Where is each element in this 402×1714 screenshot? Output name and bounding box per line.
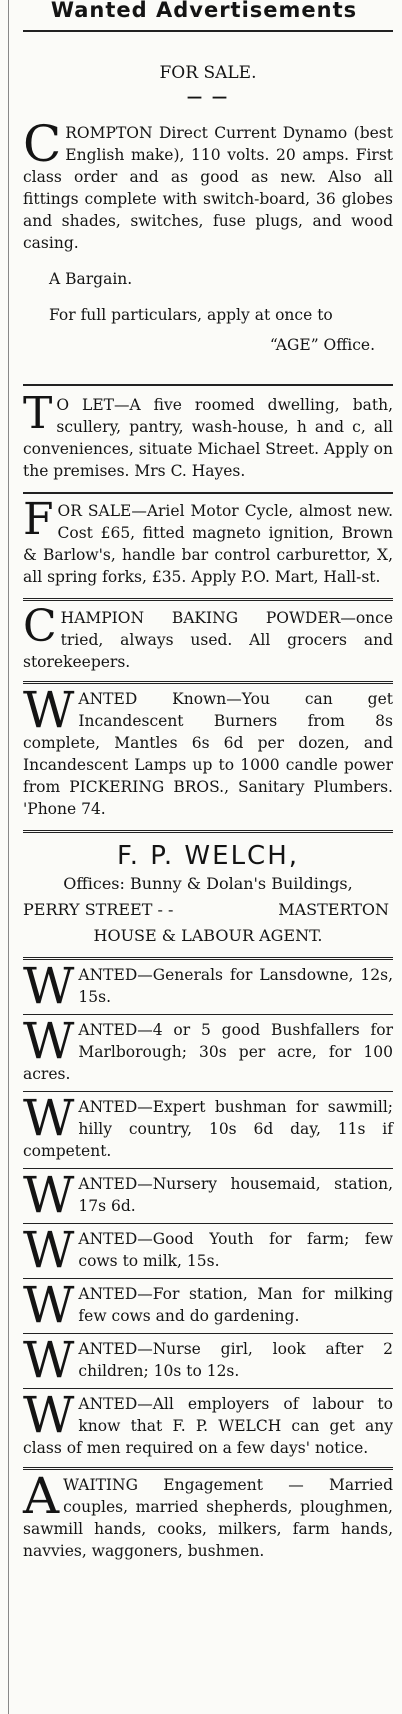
drop-cap: W bbox=[23, 1166, 75, 1224]
ad-dash: — — bbox=[186, 87, 230, 106]
drop-cap: W bbox=[23, 1386, 75, 1444]
ad-body: ANTED—Nursery housemaid, station, 17s 6d. bbox=[78, 1175, 393, 1215]
drop-cap: W bbox=[23, 1089, 75, 1147]
ad-champion bbox=[9, 601, 399, 673]
list-item bbox=[9, 1276, 399, 1334]
drop-cap: W bbox=[23, 681, 75, 739]
ad-body: ANTED—Expert bushman for sawmill; hilly country, 10s 6d day, 11s if competent. bbox=[23, 1098, 393, 1160]
ad-body: ANTED—4 or 5 good Bushfallers for Marlborough; 30s per acre, for 100 acres. bbox=[23, 1021, 393, 1083]
newspaper-column bbox=[8, 0, 399, 1714]
ad-heading: FOR SALE. bbox=[159, 63, 257, 83]
ad-line: A Bargain. bbox=[49, 270, 133, 288]
ad-body: ANTED—Good Youth for farm; few cows to milk, 15s. bbox=[78, 1230, 393, 1270]
drop-cap: W bbox=[23, 1331, 75, 1389]
list-item bbox=[9, 1012, 399, 1085]
street-right: MASTERTON bbox=[278, 900, 389, 919]
agency-offices: Offices: Bunny & Dolan's Buildings, bbox=[63, 874, 353, 893]
agency-name: F. P. WELCH, bbox=[116, 841, 300, 871]
drop-cap: T bbox=[23, 388, 53, 439]
ad-body: ANTED—Nurse girl, look after 2 children; 10s to 12s. bbox=[78, 1340, 393, 1380]
drop-cap: F bbox=[23, 494, 54, 545]
list-item bbox=[9, 957, 399, 1015]
ad-motor-cycle bbox=[9, 494, 399, 588]
drop-cap: W bbox=[23, 1012, 75, 1070]
drop-cap: A bbox=[23, 1467, 60, 1525]
ad-welch-header bbox=[9, 833, 399, 949]
ad-awaiting bbox=[9, 1467, 399, 1562]
agency-role: HOUSE & LABOUR AGENT. bbox=[93, 926, 323, 945]
ad-body: WAITING Engagement — Married couples, married shepherds, ploughmen, sawmill hands, cooks, milkers, farm hands, navvies, waggoners, bushmen. bbox=[23, 1476, 393, 1560]
drop-cap: C bbox=[23, 115, 62, 173]
ad-to-let bbox=[9, 386, 399, 482]
ad-body: ANTED Known—You can get Incandescent Burners from 8s complete, Mantles 6s 6d per dozen, and Incandescent Lamps up to 1000 candle power from PICKERING BROS., Sanitary Plumbers. 'Phone 74. bbox=[23, 690, 393, 818]
ad-crompton bbox=[9, 32, 399, 356]
list-item bbox=[9, 1089, 399, 1162]
list-item bbox=[9, 1221, 399, 1279]
drop-cap: W bbox=[23, 1221, 75, 1279]
agency-street bbox=[23, 897, 393, 923]
ad-line: For full particulars, apply at once to bbox=[49, 306, 333, 324]
drop-cap: C bbox=[23, 601, 57, 652]
ad-body: HAMPION BAKING POWDER—once tried, always used. All grocers and storekeepers. bbox=[23, 609, 393, 671]
list-item bbox=[9, 1331, 399, 1389]
street-left: PERRY STREET - - bbox=[23, 900, 174, 919]
list-item bbox=[9, 1386, 399, 1459]
list-item bbox=[9, 1166, 399, 1224]
ad-body: ANTED—For station, Man for milking few cows and do gardening. bbox=[78, 1285, 393, 1325]
ad-body: OR SALE—Ariel Motor Cycle, almost new. Cost £65, fitted magneto ignition, Brown & Barlow's, handle bar control carburettor, X, all spring forks, £35. Apply P.O. Mart, Hall-st. bbox=[23, 502, 393, 586]
drop-cap: W bbox=[23, 1276, 75, 1334]
ad-pickering bbox=[9, 681, 399, 820]
wanted-list bbox=[9, 957, 399, 1459]
section-header: Wanted Advertisements bbox=[50, 0, 358, 22]
ad-signature: “AGE” Office. bbox=[269, 336, 375, 354]
ad-body: ROMPTON Direct Current Dynamo (best English make), 110 volts. 20 amps. First class order and as good as new. Also all fittings complete with switch-board, 36 globes and shades, switches, fuse plugs, and wood casing. bbox=[23, 124, 393, 252]
ad-body: ANTED—All employers of labour to know that F. P. WELCH can get any class of men required on a few days' notice. bbox=[23, 1395, 393, 1457]
ad-body: ANTED—Generals for Lansdowne, 12s, 15s. bbox=[78, 966, 393, 1006]
ad-body: O LET—A five roomed dwelling, bath, scullery, pantry, wash-house, h and c, all conveniences, situate Michael Street. Apply on the premises. Mrs C. Hayes. bbox=[23, 396, 393, 480]
drop-cap: W bbox=[23, 957, 75, 1015]
